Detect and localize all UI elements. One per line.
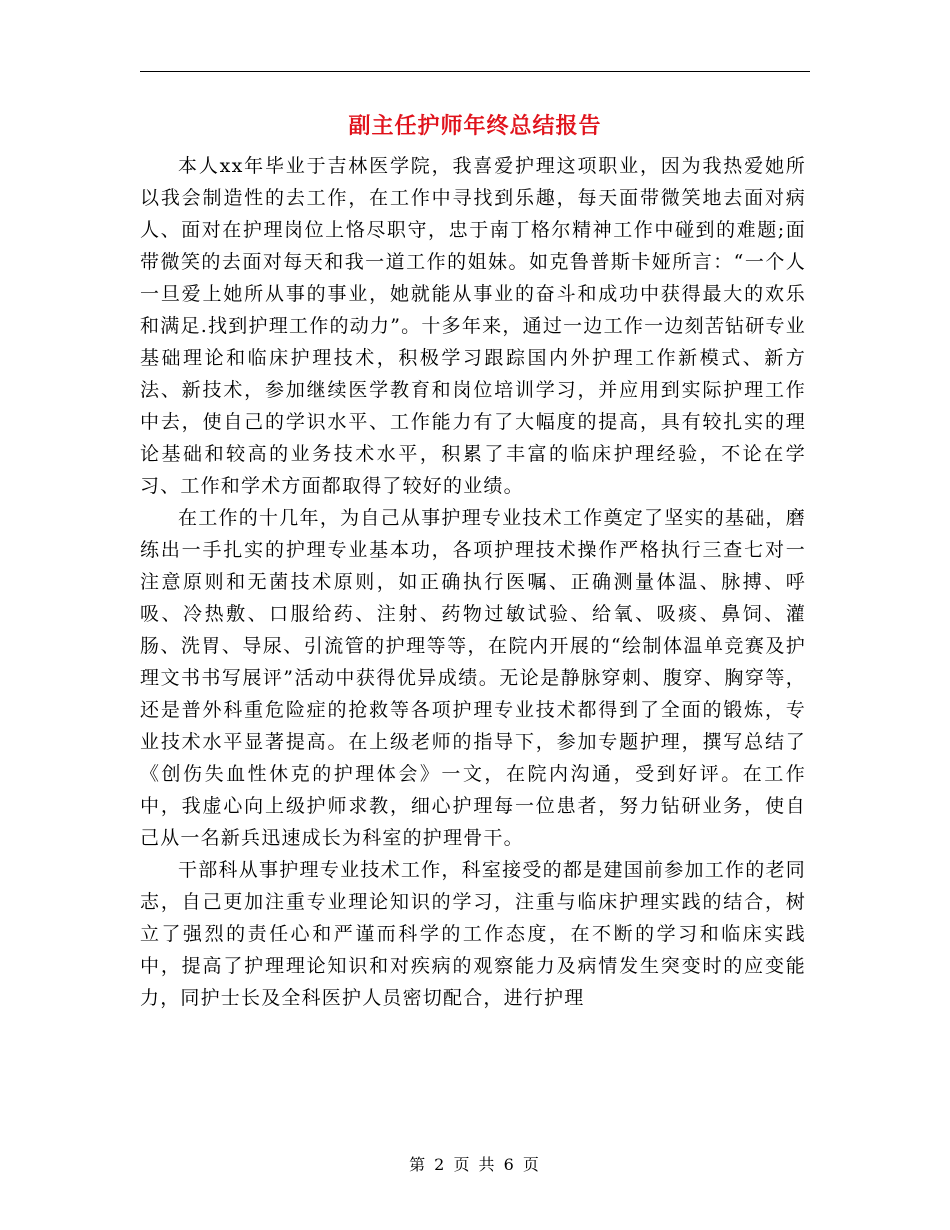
paragraph-3: 干部科从事护理专业技术工作，科室接受的都是建国前参加工作的老同志，自己更加注重专业理论知识的学习，注重与临床护理实践的结合，树立了强烈的责任心和严谨而科学的工作态度，在不断的学习和临床实践中，提高了护理理论知识和对疾病的观察能力及病情发生突变时的应变能力，同护士长及全科医护人员密切配合，进行护理 xyxy=(140,859,806,1009)
header-rule xyxy=(140,71,810,72)
paragraph-2: 在工作的十几年，为自己从事护理专业技术工作奠定了坚实的基础，磨练出一手扎实的护理专业基本功，各项护理技术操作严格执行三查七对一注意原则和无菌技术原则，如正确执行医嘱、正确测量体温、脉搏、呼吸、冷热敷、口服给药、注射、药物过敏试验、给氧、吸痰、鼻饲、灌肠、洗胃、导尿、引流管的护理等等，在院内开展的“绘制体温单竞赛及护理文书书写展评”活动中获得优异成绩。无论是静脉穿刺、腹穿、胸穿等，还是普外科重危险症的抢救等各项护理专业技术都得到了全面的锻炼，专业技术水平显著提高。在上级老师的指导下，参加专题护理，撰写总结了《创伤失血性休克的护理体会》一文，在院内沟通，受到好评。在工作中，我虚心向上级护师求教，细心护理每一位患者，努力钻研业务，使自己从一名新兵迅速成长为科室的护理骨干。 xyxy=(140,507,806,849)
paragraph-1: 本人xx年毕业于吉林医学院，我喜爱护理这项职业，因为我热爱她所以我会制造性的去工作，在工作中寻找到乐趣，每天面带微笑地去面对病人、面对在护理岗位上恪尽职守，忠于南丁格尔精神工作中碰到的难题;面带微笑的去面对每天和我一道工作的姐妹。如克鲁普斯卡娅所言：“一个人一旦爱上她所从事的事业，她就能从事业的奋斗和成功中获得最大的欢乐和满足.找到护理工作的动力”。十多年来，通过一边工作一边刻苦钻研专业基础理论和临床护理技术，积极学习跟踪国内外护理工作新模式、新方法、新技术，参加继续医学教育和岗位培训学习，并应用到实际护理工作中去，使自己的学识水平、工作能力有了大幅度的提高，具有较扎实的理论基础和较高的业务技术水平，积累了丰富的临床护理经验，不论在学习、工作和学术方面都取得了较好的业绩。 xyxy=(140,155,806,497)
document-title: 副主任护师年终总结报告 xyxy=(348,113,602,139)
document-body xyxy=(140,150,806,1014)
page-number-footer: 第 2 页 共 6 页 xyxy=(409,1155,541,1174)
